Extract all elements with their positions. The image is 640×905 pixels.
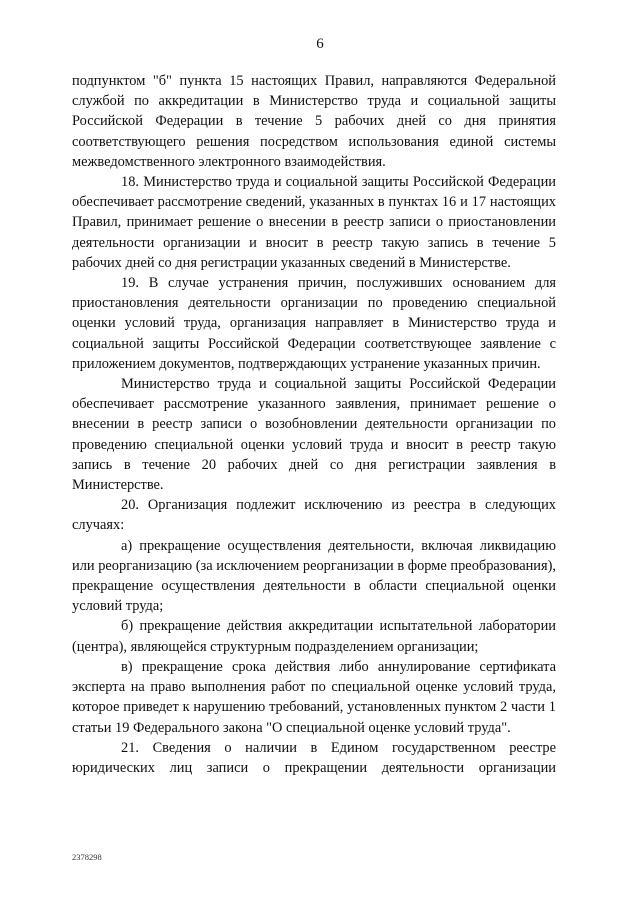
paragraph-18: 18. Министерство труда и социальной защиты Российской Федерации обеспечивает рассмотрение сведений, указанных в пунктах 16 и 17 настоящих Правил, принимает решение о внесении в реестр записи о приостановлении деятельности организации и вносит в реестр такую запись в течение 5 рабочих дней со дня регистрации указанных сведений в Министерстве.	[72, 174, 556, 271]
paragraph-20: 20. Организация подлежит исключению из реестра в следующих случаях:	[72, 497, 556, 534]
paragraph-19: 19. В случае устранения причин, послуживших основанием для приостановления деятельности организации по проведению специальной оценки условий труда, организация направляет в Министерство труда и социальной защиты Российской Федерации соответствующее заявление с приложением документов, подтверждающих устранение указанных причин.	[72, 275, 556, 372]
paragraph-20-item-b: б) прекращение действия аккредитации испытательной лаборатории (центра), являющейся структурным подразделением организации;	[72, 618, 556, 655]
document-body	[72, 71, 556, 778]
paragraph-20-item-a: а) прекращение осуществления деятельности, включая ликвидацию или реорганизацию (за исключением реорганизации в форме преобразования), прекращение осуществления деятельности в области специальной оценки условий труда;	[72, 537, 556, 615]
paragraph-continuation: подпунктом "б" пункта 15 настоящих Правил, направляются Федеральной службой по аккредитации в Министерство труда и социальной защиты Российской Федерации в течение 5 рабочих дней со дня принятия соответствующего решения посредством использования единой системы межведомственного электронного взаимодействия.	[72, 73, 556, 170]
paragraph-20-item-v: в) прекращение срока действия либо аннулирование сертификата эксперта на право выполнения работ по специальной оценке условий труда, которое приведет к нарушению требований, установленных пунктом 2 части 1 статьи 19 Федерального закона "О специальной оценке условий труда".	[72, 658, 556, 736]
page-number: 6	[316, 36, 324, 52]
paragraph-21: 21. Сведения о наличии в Едином государственном реестре юридических лиц записи о прекращении деятельности организации	[72, 739, 556, 776]
document-code: 2378298	[72, 852, 102, 862]
paragraph-19-continued: Министерство труда и социальной защиты Российской Федерации обеспечивает рассмотрение указанного заявления, принимает решение о внесении в реестр записи о возобновлении деятельности организации по проведению специальной оценки условий труда и вносит в реестр такую запись в течение 20 рабочих дней со дня регистрации заявления в Министерстве.	[72, 376, 556, 494]
